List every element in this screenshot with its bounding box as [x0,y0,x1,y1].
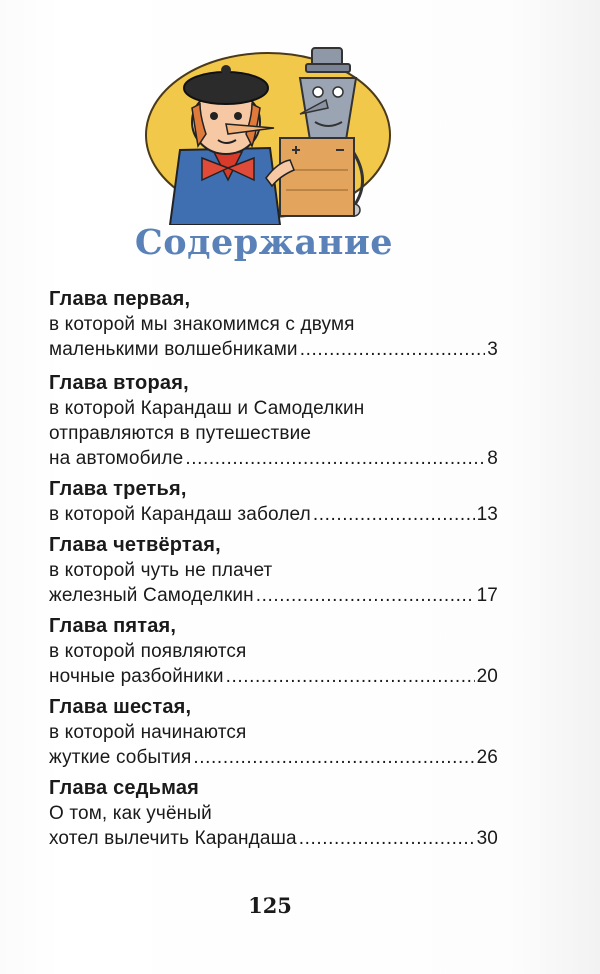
chapter-last-line [49,745,498,770]
chapter-subtitle-line: ночные разбойники [49,666,224,687]
toc-entry-chapter-7[interactable] [49,776,498,851]
chapter-page-number: 17 [476,585,498,606]
chapter-title: Глава четвёртая, [49,534,221,556]
chapter-subtitle-line: железный Самоделкин [49,585,254,606]
dot-leader [313,502,475,527]
chapter-page-number: 20 [476,666,498,687]
chapter-subtitle-line: на автомобиле [49,448,184,469]
chapter-title: Глава шестая, [49,696,192,718]
toc-entry-chapter-3[interactable] [49,477,498,527]
chapter-subtitle-line: в которой Карандаш заболел [49,504,311,525]
chapter-subtitle-line: жуткие события [49,747,192,768]
chapter-subtitle-line: О том, как учёный [49,803,212,824]
toc-entry-chapter-2[interactable] [49,371,498,471]
dot-leader [300,337,486,362]
toc-entry-chapter-1[interactable] [49,287,498,362]
table-of-contents [49,287,498,857]
chapter-subtitle-line: маленькими волшебниками [49,339,298,360]
chapter-title: Глава третья, [49,478,187,500]
dot-leader [226,664,475,689]
chapter-subtitle-line: в которой начинаются [49,722,247,743]
chapter-last-line [49,826,498,851]
chapter-subtitle-line: в которой мы знакомимся с двумя [49,314,355,335]
dot-leader [299,826,475,851]
dot-leader [185,446,485,471]
chapter-last-line [49,446,498,471]
chapter-title: Глава вторая, [49,372,189,394]
chapter-page-number: 8 [487,448,498,469]
chapter-last-line [49,664,498,689]
chapter-subtitle-line: хотел вылечить Карандаша [49,828,297,849]
chapter-last-line [49,583,498,608]
chapter-page-number: 13 [476,504,498,525]
toc-entry-chapter-6[interactable] [49,695,498,770]
toc-entry-chapter-5[interactable] [49,614,498,689]
chapter-title: Глава седьмая [49,777,200,799]
pencil-and-samodelkin-illustration [140,30,400,225]
chapter-subtitle-line: в которой чуть не плачет [49,560,273,581]
page-title: Содержание [134,222,394,263]
dot-leader [193,745,474,770]
chapter-subtitle-line: в которой Карандаш и Самоделкин [49,398,365,419]
dot-leader [256,583,475,608]
chapter-page-number: 30 [476,828,498,849]
chapter-page-number: 26 [476,747,498,768]
chapter-title: Глава первая, [49,288,191,310]
toc-entry-chapter-4[interactable] [49,533,498,608]
chapter-subtitle-line: отправляются в путешествие [49,423,312,444]
chapter-page-number: 3 [487,339,498,360]
chapter-subtitle-line: в которой появляются [49,641,247,662]
chapter-last-line [49,502,498,527]
chapter-last-line [49,337,498,362]
page-number: 125 [248,893,292,918]
chapter-title: Глава пятая, [49,615,177,637]
